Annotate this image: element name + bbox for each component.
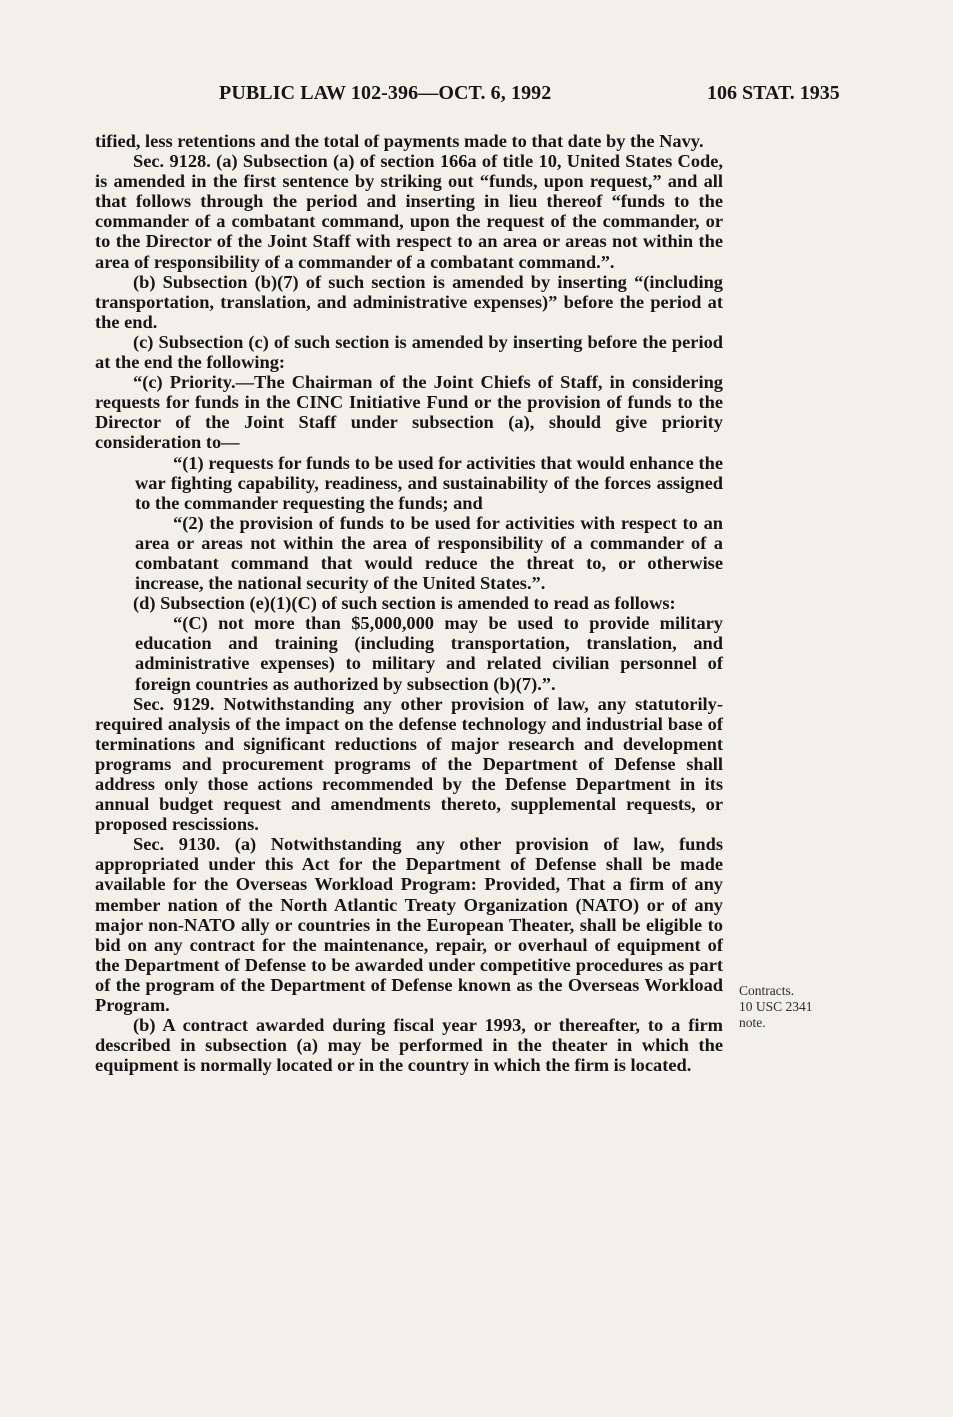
- quoted-item-2: “(2) the provision of funds to be used for activities with respect to an area or areas not within the area of responsibility of a commander of a combatant command that would reduce the threat to, or otherwise increase, the national security of the United States.”.: [135, 512, 723, 594]
- margin-note: [739, 983, 859, 1031]
- margin-note-line-2: 10 USC 2341: [739, 999, 813, 1014]
- page-header-title: PUBLIC LAW 102-396—OCT. 6, 1992: [219, 82, 552, 104]
- paragraph-sec-9128-a: Sec. 9128. (a) Subsection (a) of section 166a of title 10, United States Code, is amended in the first sentence by striking out “funds, upon request,” and all that follows through the period and inserting in lieu thereof “funds to the commander of a combatant command, upon the request of the commander, or to the Director of the Joint Staff with respect to an area or areas not within the area of responsibility of a commander of a combatant command.”.: [95, 151, 723, 272]
- paragraph-continuation: tified, less retentions and the total of payments made to that date by the Navy.: [95, 131, 704, 151]
- quoted-item-1: “(1) requests for funds to be used for activities that would enhance the war fighting capability, readiness, and sustainability of the forces assigned to the commander requesting the funds; and: [135, 452, 723, 513]
- paragraph-sec-9130-b: (b) A contract awarded during fiscal year 1993, or thereafter, to a firm described in subsection (a) may be performed in the theater in which the equipment is normally located or in the country in which the firm is located.: [95, 1015, 723, 1076]
- quoted-priority-paragraph: “(c) Priority.—The Chairman of the Joint Chiefs of Staff, in considering requests for funds in the CINC Initiative Fund or the provision of funds to the Director of the Joint Staff under subsection (a), should give priority consideration to—: [95, 372, 723, 453]
- quoted-item-c: “(C) not more than $5,000,000 may be used to provide military education and training (including transportation, translation, and administrative expenses) to military and related civilian personnel of foreign countries as authorized by subsection (b)(7).”.: [135, 613, 723, 694]
- paragraph-sec-9128-d: (d) Subsection (e)(1)(C) of such section is amended to read as follows:: [133, 593, 676, 614]
- page-header-stat: 106 STAT. 1935: [707, 82, 840, 104]
- paragraph-sec-9129: Sec. 9129. Notwithstanding any other provision of law, any statutorily-required analysis of the impact on the defense technology and industrial base of terminations and significant reductions of major research and development programs and procurement programs of the Department of Defense shall address only those actions recommended by the Defense Department in its annual budget request and amendments thereto, supplemental requests, or proposed rescissions.: [95, 693, 723, 835]
- paragraph-sec-9130-a: Sec. 9130. (a) Notwithstanding any other provision of law, funds appropriated under this Act for the Department of Defense shall be made available for the Overseas Workload Program: Provided, That a firm of any member nation of the North Atlantic Treaty Organization (NATO) or of any major non-NATO ally or countries in the European Theater, shall be eligible to bid on any contract for the maintenance, repair, or overhaul of equipment of the Department of Defense to be awarded under competitive procedures as part of the program of the Department of Defense known as the Overseas Workload Program.: [95, 834, 723, 1016]
- margin-note-line-1: Contracts.: [739, 983, 795, 998]
- paragraph-sec-9128-b: (b) Subsection (b)(7) of such section is amended by inserting “(including transportation, translation, and administrative expenses)” before the period at the end.: [95, 271, 723, 332]
- document-body: [95, 131, 723, 1075]
- margin-note-line-3: note.: [739, 1015, 766, 1030]
- paragraph-sec-9128-c: (c) Subsection (c) of such section is amended by inserting before the period at the end the following:: [95, 331, 723, 373]
